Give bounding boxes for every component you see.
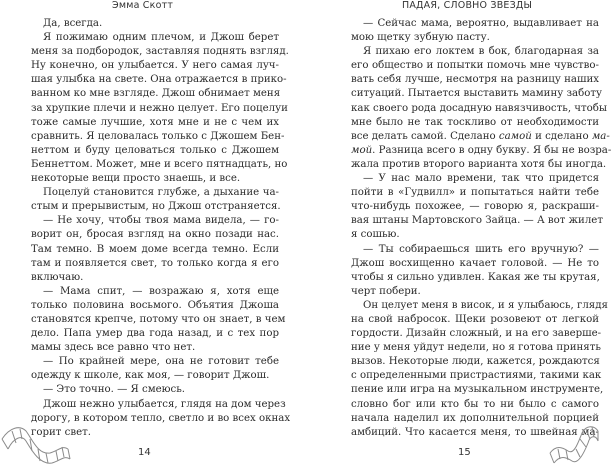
line-text: я сошью. xyxy=(351,229,400,241)
line-text: становятся крепче, потому что он знает, в чем xyxy=(31,313,286,325)
line-text: начала наделил их дополнительной порцией xyxy=(351,412,599,424)
film-strip-icon xyxy=(0,421,72,467)
text-line xyxy=(31,228,279,242)
text-line xyxy=(31,17,279,31)
italic-word: самой xyxy=(498,130,532,142)
text-line xyxy=(351,369,602,383)
text-line xyxy=(31,130,285,144)
line-text: Джош нежно улыбается, глядя на дом через xyxy=(43,398,286,410)
text-line xyxy=(351,228,599,242)
line-text: стым и прерывистым, но Джош отстраняется. xyxy=(31,201,281,213)
line-text: его общество и попытки помочь мне чувство- xyxy=(351,60,599,72)
text-line xyxy=(351,257,599,271)
text-line xyxy=(31,299,279,313)
line-text: некоторые вещи просто знаешь, и все. xyxy=(31,173,241,185)
text-line xyxy=(31,243,279,257)
line-text: черт побери. xyxy=(351,285,421,297)
text-line xyxy=(351,158,607,172)
text-line xyxy=(351,200,599,214)
line-text: одежду к школе, как моя, — говорит Джош. xyxy=(31,370,270,382)
text-line xyxy=(351,285,599,299)
text-line xyxy=(31,285,279,299)
text-line xyxy=(351,186,599,200)
text-line xyxy=(351,398,599,412)
line-text: Поцелуй становится глубже, а дыхание ча- xyxy=(43,187,279,199)
italic-word: мой xyxy=(351,144,373,156)
line-text: на свой набросок. Щеки розовеют от легкой xyxy=(351,313,599,325)
left-page-body xyxy=(31,17,291,440)
line-text: с определенными пристрастиями, такими как xyxy=(351,370,602,382)
running-head-author: Эмма Скотт xyxy=(112,0,174,11)
line-text: — У нас мало времени, так что придется xyxy=(363,173,599,185)
text-line xyxy=(31,102,288,116)
line-text: пойти в «Гудвилл» и попытаться найти тебе xyxy=(351,187,599,199)
text-line xyxy=(31,158,288,172)
line-text: все делать самой. Сделано xyxy=(351,130,496,142)
page-number-right: 15 xyxy=(458,447,471,458)
text-line xyxy=(31,313,286,327)
text-line xyxy=(351,299,608,313)
film-strip-icon xyxy=(548,423,600,467)
text-line xyxy=(31,45,289,59)
line-text: что-нибудь похожее, — говорю я, раскраши- xyxy=(351,201,599,213)
text-line xyxy=(351,144,611,158)
line-text: ние у меня уйдут недели, но я готова принять xyxy=(351,342,601,354)
line-text: — Сейчас мама, вероятно, выдавливает на xyxy=(363,18,599,29)
line-text: вызов. Некоторые люди, кажется, рождаются xyxy=(351,356,600,368)
line-text: меня за подбородок, заставляя поднять взгляд. xyxy=(31,46,289,58)
line-text: Я пихаю его локтем в бок, благодарная за xyxy=(363,46,599,58)
line-text: — Не хочу, чтобы твоя мама видела, — го- xyxy=(43,215,279,227)
text-line xyxy=(351,355,599,369)
italic-word: ма- xyxy=(591,130,610,142)
text-line xyxy=(31,369,279,383)
running-head-title: ПАДАЯ, СЛОВНО ЗВЕЗДЫ xyxy=(402,0,533,11)
text-line xyxy=(351,243,599,257)
text-line xyxy=(31,186,279,200)
line-text: шая улыбка на свете. Она отражается в прико- xyxy=(31,74,287,86)
line-text: вать себя лучше, несмотря на разницу наших xyxy=(351,74,599,86)
line-text: Да, всегда. xyxy=(43,18,103,29)
line-text: Ну конечно, он улыбается. У него самая луч- xyxy=(31,60,279,72)
text-line xyxy=(31,327,279,341)
text-line xyxy=(351,73,599,87)
text-line xyxy=(351,383,604,397)
line-text: Там темно. В моем доме всегда темно. Если xyxy=(31,243,279,255)
line-text: — Мама спит, — возражаю я, хотя еще xyxy=(43,285,279,297)
line-text: ворит он, бросая взгляд на окно позади нас. xyxy=(31,229,279,241)
text-line xyxy=(351,102,608,116)
left-page xyxy=(0,0,300,467)
text-line xyxy=(351,45,599,59)
text-line xyxy=(351,214,603,228)
line-text: — По крайней мере, она не готовит тебе xyxy=(43,356,279,368)
line-text: за хрупкие плечи и нежно целует. Его поцелуи xyxy=(31,102,288,114)
line-text: как своего рода досадную навязчивость, чтобы xyxy=(351,102,608,114)
line-text: пение или игра на музыкальном инструменте, xyxy=(351,384,604,396)
line-text: Беннеттом. Может, мне и всего пятнадцать, но xyxy=(31,158,288,170)
line-text: Я пожимаю одним плечом, и Джош берет xyxy=(43,32,279,44)
line-text: гордости. Дизайн сложный, и на его заверше- xyxy=(351,328,602,340)
text-line xyxy=(31,257,279,271)
text-line xyxy=(351,17,599,31)
text-line xyxy=(351,313,599,327)
line-text: мне было не так тоскливо от необходимости xyxy=(351,116,599,128)
text-line xyxy=(31,172,279,186)
text-line xyxy=(31,200,279,214)
text-line xyxy=(351,116,599,130)
line-text: . Разница всего в одну букву. Я бы не возра- xyxy=(372,144,611,156)
line-text: ситуаций. Пытается выставить мамину заботу xyxy=(351,88,603,100)
line-text: мамы здесь все равно что нет. xyxy=(31,342,196,354)
line-text: ванном ко мне взгляде. Джош обнимает меня xyxy=(31,88,281,100)
text-line xyxy=(31,355,279,369)
line-text: там и появляется свет, то только когда я его xyxy=(31,257,279,269)
line-text: тоже самые лучшие, хотя мне и не с чем их xyxy=(31,116,279,128)
text-line xyxy=(31,383,279,397)
line-text: дело. Папа умер два года назад, и с тех пор xyxy=(31,328,279,340)
text-line xyxy=(351,87,603,101)
text-line xyxy=(31,116,279,130)
text-line xyxy=(31,144,279,158)
text-line xyxy=(31,341,279,355)
line-text: Он целует меня в висок, и я улыбаюсь, глядя xyxy=(363,299,608,311)
line-text: мою щетку зубную пасту. xyxy=(351,32,490,44)
line-text: чтобы я сильно удивлен. Какая же ты крутая, xyxy=(351,271,600,283)
text-line xyxy=(31,59,279,73)
line-text: сравнить. Я целовалась только с Джошем Бен- xyxy=(31,130,285,142)
text-line xyxy=(351,327,602,341)
line-text: — Ты собираешься шить его вручную? — xyxy=(363,243,599,255)
line-text: и сделано xyxy=(535,130,589,142)
text-line xyxy=(351,341,599,355)
text-line xyxy=(351,59,599,73)
line-text: дорогу, в котором тепло, светло и во всех окнах xyxy=(31,412,291,424)
line-text: — Это точно. — Я смеюсь. xyxy=(43,384,186,396)
line-text: только половина восьмого. Объятия Джоша xyxy=(31,299,279,311)
line-text: включаю. xyxy=(31,271,84,283)
text-line xyxy=(31,271,279,285)
text-line xyxy=(31,31,279,45)
right-page-body xyxy=(351,17,611,440)
text-line xyxy=(351,271,599,285)
right-page xyxy=(300,0,611,467)
line-text: амбиций. Что касается меня, то швейная ма- xyxy=(351,426,599,438)
line-text: словно бог или кто бы то ни было с самого xyxy=(351,398,599,410)
line-text: Джош восхищенно качает головой. — Не то xyxy=(351,257,599,269)
text-line xyxy=(351,172,599,186)
line-text: горит свет. xyxy=(31,426,92,438)
text-line xyxy=(31,73,287,87)
text-line xyxy=(31,87,279,101)
text-line xyxy=(351,31,599,45)
text-line xyxy=(31,214,279,228)
page-number-left: 14 xyxy=(138,447,151,458)
text-line xyxy=(31,398,286,412)
line-text: неттом и буду целоваться только с Джошем xyxy=(31,144,279,156)
text-line xyxy=(351,130,610,144)
line-text: жала против второго варианта хотя бы иногда. xyxy=(351,158,607,170)
line-text: вая штаны Мартовского Зайца. — А вот жилет xyxy=(351,215,603,227)
